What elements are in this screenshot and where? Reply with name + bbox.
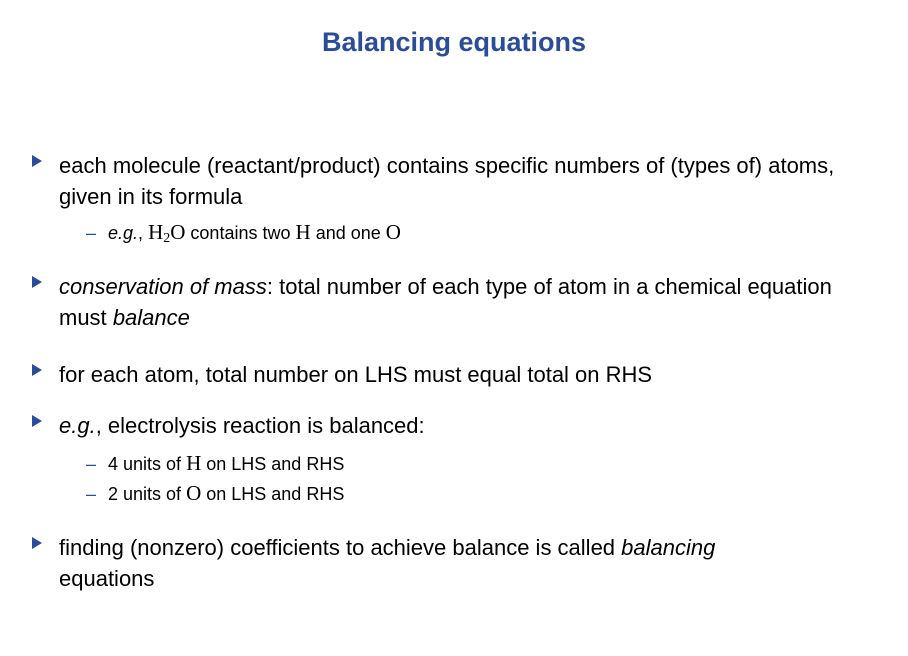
- bullet-text: for each atom, total number on LHS must equal total on RHS: [59, 362, 653, 387]
- formula-water: $H_2O$: [148, 220, 186, 246]
- bullet-item: [30, 410, 880, 441]
- eg-text: e.g.: [108, 223, 139, 243]
- bullet-text: finding (nonzero) coefficients to achieve balance is called balancing equations: [59, 535, 716, 591]
- bullet-text: e.g., electrolysis reaction is balanced:: [59, 413, 425, 438]
- atom-symbol: O: [385, 220, 401, 244]
- bullet-item: [30, 532, 880, 594]
- bullet-text: conservation of mass: total number of each type of atom in a chemical equation must balance: [59, 274, 832, 330]
- sub-bullet-item: – e.g., $H_2O$ contains two H and one O: [86, 220, 401, 246]
- triangle-right-icon: [32, 415, 42, 427]
- dash-icon: –: [86, 484, 97, 504]
- bullet-item: [30, 150, 880, 212]
- sub-bullet-item: – 2 units of O on LHS and RHS: [86, 481, 345, 505]
- triangle-right-icon: [32, 155, 42, 167]
- dash-icon: –: [86, 454, 97, 474]
- atom-symbol: H: [186, 451, 202, 475]
- triangle-right-icon: [32, 364, 42, 376]
- bullet-text: each molecule (reactant/product) contains specific numbers of (types of) atoms, given in its formula: [59, 153, 835, 209]
- sub-bullet-item: – 4 units of H on LHS and RHS: [86, 451, 345, 475]
- triangle-right-icon: [32, 537, 42, 549]
- triangle-right-icon: [32, 276, 42, 288]
- dash-icon: –: [86, 223, 97, 243]
- bullet-item: [30, 271, 880, 333]
- slide-title: Balancing equations: [321, 27, 587, 57]
- atom-symbol: O: [186, 481, 202, 505]
- atom-symbol: H: [295, 220, 311, 244]
- bullet-item: [30, 359, 880, 390]
